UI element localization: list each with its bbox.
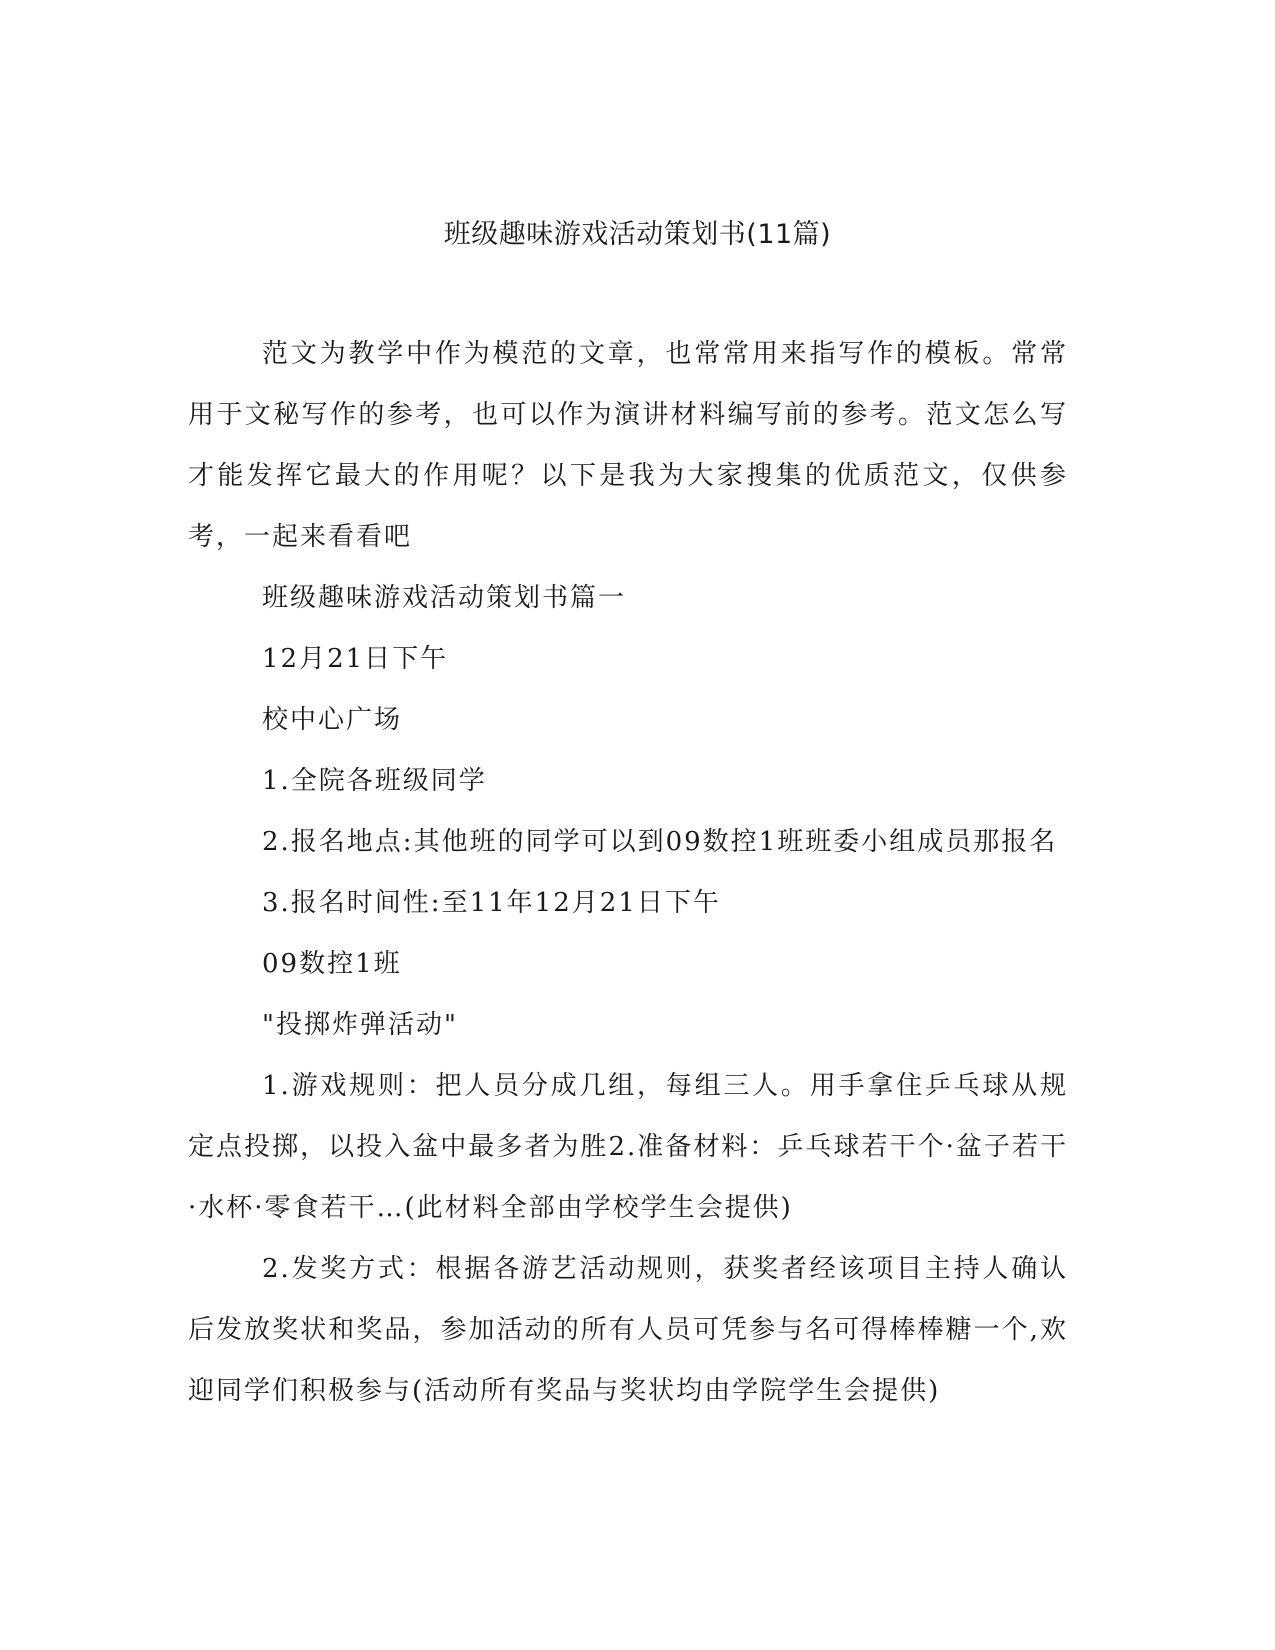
document-title: 班级趣味游戏活动策划书(11篇) [443,219,832,250]
participants-item: 1.全院各班级同学 [262,766,487,796]
signup-time-item: 3.报名时间性:至11年12月21日下午 [262,888,721,918]
document-body [188,324,1068,1422]
activity-name: "投掷炸弹活动" [262,1010,458,1040]
award-method-item: 2.发奖方式：根据各游艺活动规则，获奖者经该项目主持人确认后发放奖状和奖品，参加活动的所有人员可凭参与名可得棒棒糖一个,欢迎同学们积极参与(活动所有奖品与奖状均由学院学生会提供) [188,1254,1068,1406]
signup-location-item: 2.报名地点:其他班的同学可以到09数控1班班委小组成员那报名 [262,827,1058,857]
intro-paragraph: 范文为教学中作为模范的文章，也常常用来指写作的模板。常常用于文秘写作的参考，也可以作为演讲材料编写前的参考。范文怎么写才能发挥它最大的作用呢？以下是我为大家搜集的优质范文，仅供参考，一起来看看吧 [188,339,1068,552]
event-location: 校中心广场 [262,705,403,735]
event-time: 12月21日下午 [262,644,449,674]
organizer: 09数控1班 [262,949,402,979]
section-heading: 班级趣味游戏活动策划书篇一 [262,583,627,613]
game-rules-item: 1.游戏规则：把人员分成几组，每组三人。用手拿住乒乓球从规定点投掷，以投入盆中最多者为胜2.准备材料：乒乓球若干个·盆子若干·水杯·零食若干…(此材料全部由学校学生会提供) [188,1071,1068,1223]
